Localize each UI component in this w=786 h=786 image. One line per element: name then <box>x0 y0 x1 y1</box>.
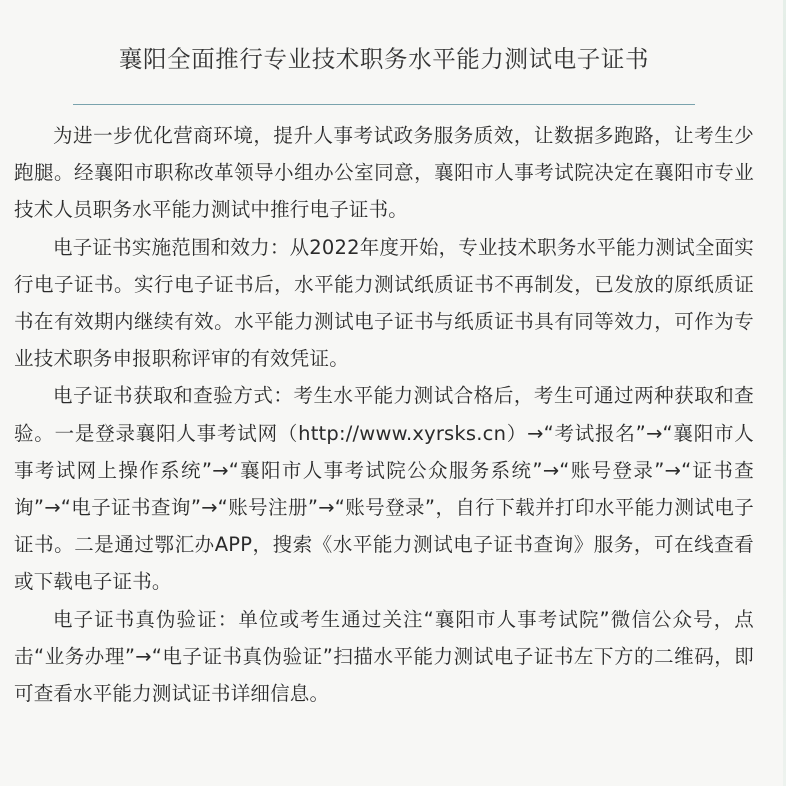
title-divider <box>73 104 695 105</box>
paragraph-access: 电子证书获取和查验方式：考生水平能力测试合格后，考生可通过两种获取和查验。一是登录襄阳人事考试网（http://www.xyrsks.cn）→“考试报名”→“襄阳市人事考试网上操作系统”→“襄阳市人事考试院公众服务系统”→“账号登录”→“证书查询”→“电子证书查询”→“账号注册”→“账号登录”，自行下载并打印水平能力测试电子证书。二是通过鄂汇办APP，搜索《水平能力测试电子证书查询》服务，可在线查看或下载电子证书。 <box>14 384 754 594</box>
page-title: 襄阳全面推行专业技术职务水平能力测试电子证书 <box>118 45 650 73</box>
paragraph-intro: 为进一步优化营商环境，提升人事考试政务服务质效，让数据多跑路，让考生少跑腿。经襄阳市职称改革领导小组办公室同意，襄阳市人事考试院决定在襄阳市专业技术人员职务水平能力测试中推行电子证书。 <box>14 124 754 222</box>
paragraph-verification: 电子证书真伪验证：单位或考生通过关注“襄阳市人事考试院”微信公众号，点击“业务办理”→“电子证书真伪验证”扫描水平能力测试电子证书左下方的二维码，即可查看水平能力测试证书详细信息。 <box>14 607 754 706</box>
article-body <box>14 117 754 712</box>
paragraph-scope: 电子证书实施范围和效力：从2022年度开始，专业技术职务水平能力测试全面实行电子证书。实行电子证书后，水平能力测试纸质证书不再制发，已发放的原纸质证书在有效期内继续有效。水平能力测试电子证书与纸质证书具有同等效力，可作为专业技术职务申报职称评审的有效凭证。 <box>14 235 754 371</box>
